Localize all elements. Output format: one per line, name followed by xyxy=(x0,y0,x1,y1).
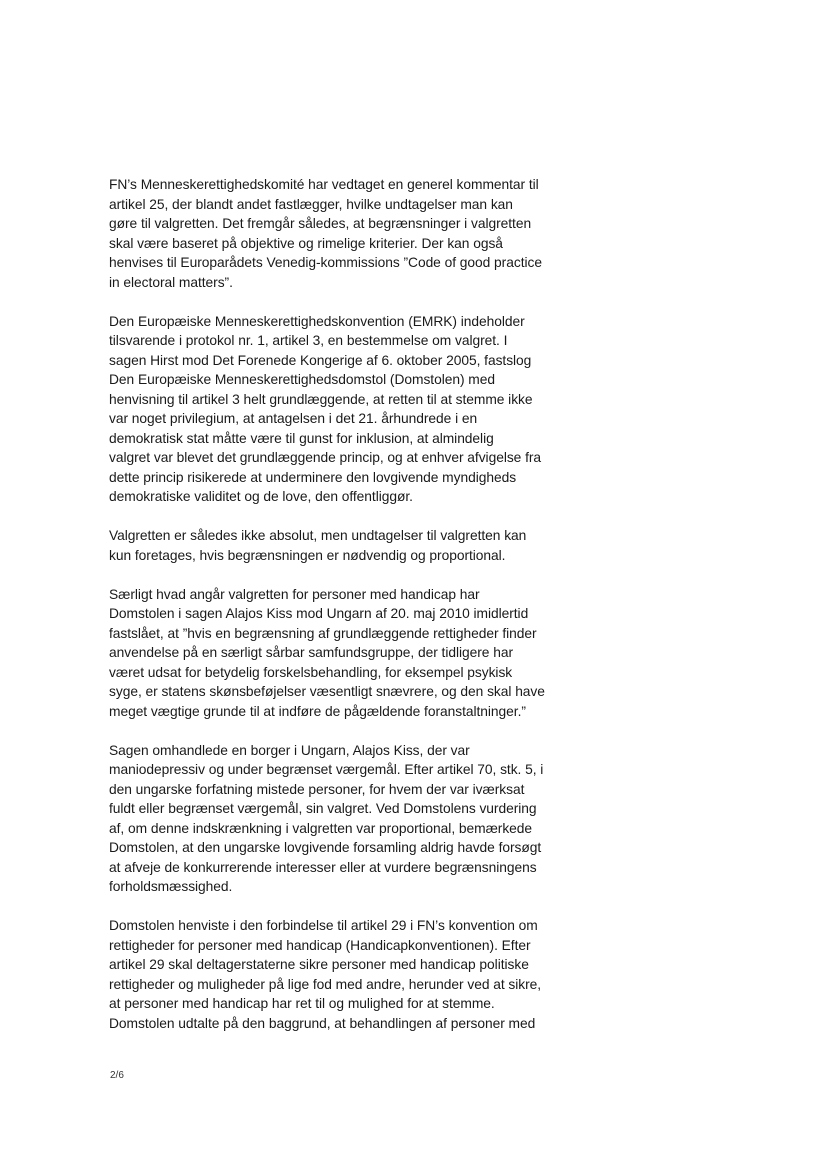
text-line: henvisning til artikel 3 helt grundlæggende, at retten til at stemme ikke xyxy=(109,391,533,407)
text-line: været udsat for betydelig forskelsbehandling, for eksempel psykisk xyxy=(109,664,513,680)
text-line: demokratisk stat måtte være til gunst for inklusion, at almindelig xyxy=(109,430,494,446)
text-line: sagen Hirst mod Det Forenede Kongerige af 6. oktober 2005, fastslog xyxy=(109,352,532,368)
text-line: dette princip risikerede at underminere den lovgivende myndigheds xyxy=(109,469,517,485)
text-line: Domstolen i sagen Alajos Kiss mod Ungarn af 20. maj 2010 imidlertid xyxy=(109,606,529,621)
text-line: FN’s Menneskerettighedskomité har vedtaget en generel kommentar til xyxy=(109,177,539,192)
text-line: artikel 29 skal deltagerstaterne sikre personer med handicap politiske xyxy=(109,957,529,972)
text-line: syge, er statens skønsbeføjelser væsentligt snævrere, og den skal have xyxy=(109,684,545,699)
paragraph-un-committee xyxy=(109,175,579,292)
document-body xyxy=(109,175,579,1053)
text-line: tilsvarende i protokol nr. 1, artikel 3, en bestemmelse om valgret. I xyxy=(109,333,508,348)
text-line: Domstolen udtalte på den baggrund, at behandlingen af personer med xyxy=(109,1015,536,1031)
text-line: meget vægtige grunde til at indføre de pågældende foranstaltninger.” xyxy=(109,703,526,719)
text-line: skal være baseret på objektive og rimelige kriterier. Der kan også xyxy=(109,235,503,251)
text-line: kun foretages, hvis begrænsningen er nødvendig og proportional. xyxy=(109,547,506,563)
text-line: forholdsmæssighed. xyxy=(109,879,233,894)
text-line: at personer med handicap har ret til og mulighed for at stemme. xyxy=(109,996,495,1011)
text-line: Domstolen henviste i den forbindelse til artikel 29 i FN’s konvention om xyxy=(109,918,538,933)
text-line: henvises til Europarådets Venedig-kommissions ”Code of good practice xyxy=(109,255,542,270)
text-line: af, om denne indskrænkning i valgretten var proportional, bemærkede xyxy=(109,820,533,836)
text-line: Sagen omhandlede en borger i Ungarn, Alajos Kiss, der var xyxy=(109,742,470,758)
paragraph-not-absolute xyxy=(109,526,579,565)
paragraph-alajos-kiss-ruling xyxy=(109,585,579,722)
text-line: valgret var blevet det grundlæggende princip, og at enhver afvigelse fra xyxy=(109,450,542,465)
text-line: var noget privilegium, at antagelsen i det 21. århundrede i en xyxy=(109,411,478,426)
text-line: den ungarske forfatning mistede personer, for hvem der var iværksat xyxy=(109,781,525,797)
paragraph-case-facts xyxy=(109,741,579,897)
text-line: anvendelse på en særligt sårbar samfundsgruppe, der tidligere har xyxy=(109,645,513,660)
text-line: Den Europæiske Menneskerettighedskonvention (EMRK) indeholder xyxy=(109,313,525,329)
paragraph-emrk xyxy=(109,312,579,507)
text-line: fastslået, at ”hvis en begrænsning af grundlæggende rettigheder finder xyxy=(109,625,537,641)
text-line: artikel 25, der blandt andet fastlægger, hvilke undtagelser man kan xyxy=(109,196,513,212)
page-number: 2/6 xyxy=(110,1070,124,1081)
text-line: gøre til valgretten. Det fremgår således, at begrænsninger i valgretten xyxy=(109,216,532,231)
text-line: at afveje de konkurrerende interesser eller at vurdere begrænsningens xyxy=(109,859,537,875)
text-line: Den Europæiske Menneskerettighedsdomstol (Domstolen) med xyxy=(109,372,495,387)
text-line: fuldt eller begrænset værgemål, sin valgret. Ved Domstolens vurdering xyxy=(109,801,537,816)
text-line: demokratiske validitet og de love, den offentliggør. xyxy=(109,489,413,504)
text-line: rettigheder for personer med handicap (Handicapkonventionen). Efter xyxy=(109,937,531,953)
text-line: Valgretten er således ikke absolut, men undtagelser til valgretten kan xyxy=(109,528,527,543)
paragraph-handicap-convention xyxy=(109,916,579,1033)
text-line: rettigheder og muligheder på lige fod med andre, herunder ved at sikre, xyxy=(109,976,542,992)
text-line: maniodepressiv og under begrænset værgemål. Efter artikel 70, stk. 5, i xyxy=(109,762,544,777)
text-line: Domstolen, at den ungarske lovgivende forsamling aldrig havde forsøgt xyxy=(109,840,542,855)
text-line: in electoral matters”. xyxy=(109,274,233,290)
text-line: Særligt hvad angår valgretten for personer med handicap har xyxy=(109,586,480,602)
